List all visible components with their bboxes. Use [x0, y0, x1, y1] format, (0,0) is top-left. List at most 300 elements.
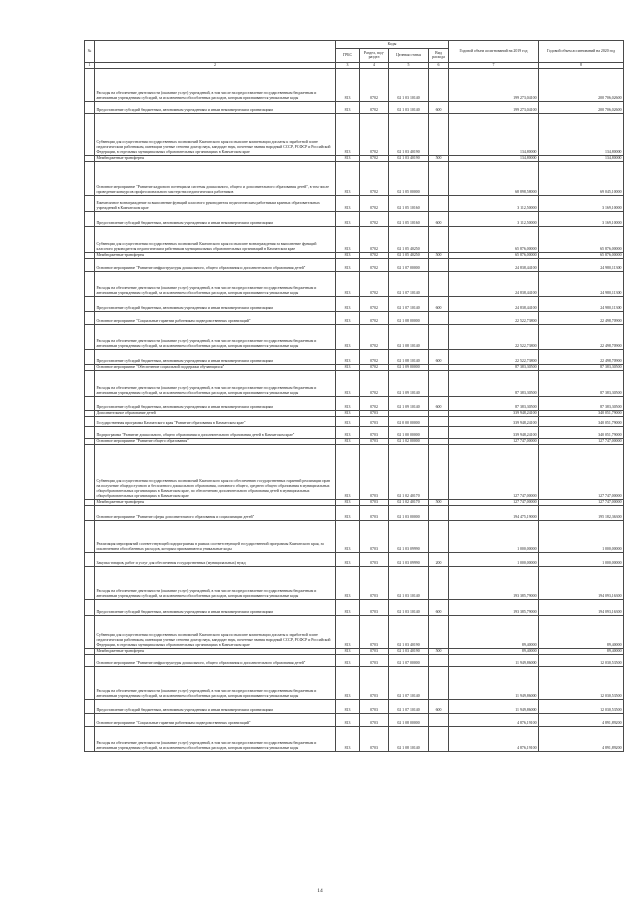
column-number: 7 — [449, 62, 539, 68]
row-index — [85, 68, 95, 101]
row-index — [85, 211, 95, 226]
table-row — [85, 311, 624, 324]
row-amount-2019: 24 838,44100 — [449, 296, 539, 311]
table-row — [85, 666, 624, 699]
row-amount-2019: 65 876,00000 — [449, 226, 539, 252]
row-index — [85, 426, 95, 438]
row-expense-type — [429, 444, 449, 499]
row-index — [85, 101, 95, 113]
row-target-article: 02 1 03 00000 — [389, 505, 429, 520]
row-amount-2020: 22 498,70900 — [539, 324, 624, 349]
row-index — [85, 566, 95, 599]
row-amount-2020: 4 891,89200 — [539, 713, 624, 726]
row-expense-type — [429, 113, 449, 155]
row-section: 0703 — [360, 713, 389, 726]
row-target-article: 02 1 05 10160 — [389, 211, 429, 226]
row-amount-2020: 195 182,36300 — [539, 505, 624, 520]
table-row — [85, 599, 624, 615]
row-amount-2019: 339 948,24100 — [449, 426, 539, 438]
row-target-article: 02 1 03 40190 — [389, 615, 429, 648]
row-grbs: 813 — [336, 726, 360, 751]
row-name: Дополнительное образование детей — [95, 410, 336, 416]
table-row — [85, 520, 624, 552]
row-name: Расходы на обеспечение деятельности (оказание услуг) учреждений, в том числе на предоставление государственным бюджетным и автономным учреждениям субсидий, за исключением обособленных расходов, которым присваиваются уникальные коды — [95, 271, 336, 296]
row-expense-type — [429, 370, 449, 396]
table-row — [85, 349, 624, 364]
row-amount-2019: 87 383,30500 — [449, 370, 539, 396]
row-name: Межбюджетные трансферты — [95, 648, 336, 654]
row-section: 0703 — [360, 648, 389, 654]
row-section: 0703 — [360, 726, 389, 751]
row-amount-2020: 340 051,79000 — [539, 410, 624, 416]
row-expense-type: 600 — [429, 101, 449, 113]
row-expense-type — [429, 615, 449, 648]
row-grbs: 813 — [336, 654, 360, 666]
row-amount-2019: 11 949,86000 — [449, 654, 539, 666]
row-expense-type: 500 — [429, 252, 449, 258]
row-expense-type — [429, 258, 449, 271]
row-target-article: 02 1 08 10140 — [389, 349, 429, 364]
row-target-article: 02 1 08 10140 — [389, 324, 429, 349]
header-expense-type: Вид расхода — [429, 48, 449, 62]
row-index — [85, 311, 95, 324]
row-index — [85, 713, 95, 726]
column-number: 1 — [85, 62, 95, 68]
row-section: 0703 — [360, 499, 389, 505]
row-expense-type — [429, 161, 449, 195]
row-section: 0702 — [360, 68, 389, 101]
row-section: 0703 — [360, 426, 389, 438]
row-amount-2019: 3 112,50000 — [449, 195, 539, 211]
row-amount-2019: 87 383,30500 — [449, 396, 539, 410]
row-index — [85, 195, 95, 211]
row-target-article: 02 1 03 10140 — [389, 101, 429, 113]
row-grbs: 813 — [336, 349, 360, 364]
row-grbs: 813 — [336, 252, 360, 258]
row-expense-type: 600 — [429, 599, 449, 615]
row-grbs: 813 — [336, 444, 360, 499]
table-row — [85, 654, 624, 666]
row-grbs: 813 — [336, 552, 360, 566]
row-expense-type — [429, 520, 449, 552]
row-expense-type: 600 — [429, 211, 449, 226]
column-number: 3 — [336, 62, 360, 68]
table-row — [85, 396, 624, 410]
row-index — [85, 271, 95, 296]
row-amount-2019: 22 522,73800 — [449, 324, 539, 349]
row-section: 0703 — [360, 438, 389, 444]
row-expense-type — [429, 566, 449, 599]
budget-allocation-table — [84, 40, 624, 752]
row-amount-2020: 200 706,02600 — [539, 68, 624, 101]
row-name: Основное мероприятие "Социальные гарантии работникам подведомственных организаций" — [95, 713, 336, 726]
row-amount-2019: 127 747,00000 — [449, 499, 539, 505]
column-number: 6 — [429, 62, 449, 68]
row-section: 0702 — [360, 370, 389, 396]
row-amount-2020: 24 980,11300 — [539, 258, 624, 271]
row-section: 0703 — [360, 599, 389, 615]
header-section: Раздел, под-раздел — [360, 48, 389, 62]
row-name: Государственная программа Камчатского края "Развитие образования в Камчатском крае" — [95, 416, 336, 426]
row-amount-2020: 65 876,00000 — [539, 226, 624, 252]
row-section: 0702 — [360, 211, 389, 226]
row-section: 0703 — [360, 666, 389, 699]
row-expense-type — [429, 195, 449, 211]
row-target-article: 02 1 05 00000 — [389, 161, 429, 195]
row-grbs: 813 — [336, 113, 360, 155]
row-expense-type: 500 — [429, 155, 449, 161]
row-name: Расходы на обеспечение деятельности (оказание услуг) учреждений, в том числе на предоставление государственным бюджетным и автономным учреждениям субсидий, за исключением обособленных расходов, которым присваиваются уникальные коды — [95, 370, 336, 396]
row-name: Предоставление субсидий бюджетным, автономным учреждениям и иным некоммерческим организациям — [95, 349, 336, 364]
row-name: Реализация мероприятий соответствующей подпрограммы в рамках соответствующей государственной программы Камчатского края, за исключением обособленных расходов, которым присваиваются уникальные коды — [95, 520, 336, 552]
table-row — [85, 161, 624, 195]
header-year-2019: Годовой объем ассигнований на 2019 год — [449, 41, 539, 63]
table-row — [85, 426, 624, 438]
row-name: Основное мероприятие "Социальные гарантии работникам подведомственных организаций" — [95, 311, 336, 324]
row-expense-type: 600 — [429, 296, 449, 311]
row-index — [85, 370, 95, 396]
row-expense-type — [429, 226, 449, 252]
row-target-article: 02 1 07 00000 — [389, 654, 429, 666]
row-amount-2019: 194 475,19000 — [449, 505, 539, 520]
row-index — [85, 296, 95, 311]
row-amount-2019: 68 898,58000 — [449, 161, 539, 195]
row-section: 0702 — [360, 364, 389, 370]
row-amount-2019: 24 838,44100 — [449, 271, 539, 296]
row-name: Субвенции для осуществления государственных полномочий Камчатского края по выплате компенсации доплаты к заработной плате педагогическим работникам, имеющим ученые степени доктор наук, кандидат наук, почетные звания народный СССР, РСФСР и Российской Федерации, в отдельных муниципальных образовательных организациях в Камчатском крае — [95, 615, 336, 648]
row-name: Основное мероприятие "Развитие общего образования" — [95, 438, 336, 444]
row-grbs: 813 — [336, 438, 360, 444]
row-grbs: 813 — [336, 211, 360, 226]
table-row — [85, 370, 624, 396]
row-target-article: 02 1 08 00000 — [389, 311, 429, 324]
row-amount-2020: 340 051,79000 — [539, 426, 624, 438]
table-row — [85, 699, 624, 713]
row-amount-2020: 134,80000 — [539, 113, 624, 155]
row-name: Субвенции для осуществления государственных полномочий Камчатского края по обеспечению государственных гарантий реализации прав на получение общедоступного и бесплатного дошкольного образования, основного общего, среднего общего образования в муниципальных общеобразовательных организациях в Камчатском крае, по обеспечению дополнительного образования детей в муниципальных общеобразовательных организациях в Камчатском крае — [95, 444, 336, 499]
row-name: Предоставление субсидий бюджетным, автономным учреждениям и иным некоммерческим организациям — [95, 396, 336, 410]
row-index — [85, 444, 95, 499]
row-expense-type: 500 — [429, 499, 449, 505]
table-row — [85, 615, 624, 648]
row-section: 0703 — [360, 444, 389, 499]
row-index — [85, 520, 95, 552]
row-section: 0702 — [360, 226, 389, 252]
row-target-article: 02 1 03 40190 — [389, 648, 429, 654]
row-amount-2020: 24 980,11300 — [539, 296, 624, 311]
row-amount-2019: 193 385,79000 — [449, 566, 539, 599]
row-amount-2019: 89,40000 — [449, 648, 539, 654]
row-index — [85, 699, 95, 713]
row-name: Основное мероприятие "Развитие кадрового потенциала системы дошкольного, общего и дополнительного образования детей", в том числе проведение конкурсов профессионального мастерства педагогических работников — [95, 161, 336, 195]
row-grbs: 813 — [336, 648, 360, 654]
row-section: 0703 — [360, 416, 389, 426]
row-expense-type — [429, 271, 449, 296]
row-section: 0702 — [360, 311, 389, 324]
row-amount-2020: 89,40000 — [539, 648, 624, 654]
row-name: Основное мероприятие "Обеспечение социальной поддержки обучающихся" — [95, 364, 336, 370]
row-name: Расходы на обеспечение деятельности (оказание услуг) учреждений, в том числе на предоставление государственным бюджетным и автономным учреждениям субсидий, за исключением обособленных расходов, которым присваиваются уникальные коды — [95, 566, 336, 599]
row-expense-type — [429, 68, 449, 101]
row-target-article: 02 1 07 10140 — [389, 666, 429, 699]
row-index — [85, 226, 95, 252]
table-row — [85, 324, 624, 349]
column-number: 5 — [389, 62, 429, 68]
header-codes: Коды — [336, 41, 449, 49]
row-grbs: 813 — [336, 311, 360, 324]
row-grbs: 813 — [336, 505, 360, 520]
table-row — [85, 505, 624, 520]
row-amount-2020: 22 498,70900 — [539, 349, 624, 364]
row-grbs: 813 — [336, 713, 360, 726]
row-section: 0703 — [360, 654, 389, 666]
row-name: Основное мероприятие "Развитие инфраструктуры дошкольного, общего образования и дополнительного образования детей" — [95, 258, 336, 271]
row-target-article: 02 1 07 10140 — [389, 296, 429, 311]
table-row — [85, 101, 624, 113]
row-amount-2019: 339 948,24100 — [449, 410, 539, 416]
row-amount-2019: 3 112,50000 — [449, 211, 539, 226]
row-amount-2020: 200 706,02600 — [539, 101, 624, 113]
row-name: Предоставление субсидий бюджетным, автономным учреждениям и иным некоммерческим организациям — [95, 699, 336, 713]
row-target-article: 02 1 00 00000 — [389, 426, 429, 438]
row-section: 0703 — [360, 520, 389, 552]
row-name: Расходы на обеспечение деятельности (оказание услуг) учреждений, в том числе на предоставление государственным бюджетным и автономным учреждениям субсидий, за исключением обособленных расходов, которым присваиваются уникальные коды — [95, 666, 336, 699]
row-target-article: 02 1 03 40190 — [389, 113, 429, 155]
row-section: 0703 — [360, 615, 389, 648]
table-row — [85, 416, 624, 426]
row-amount-2020: 127 747,00000 — [539, 438, 624, 444]
row-section: 0702 — [360, 258, 389, 271]
row-expense-type — [429, 713, 449, 726]
row-expense-type — [429, 726, 449, 751]
row-expense-type: 600 — [429, 396, 449, 410]
row-name: Предоставление субсидий бюджетным, автономным учреждениям и иным некоммерческим организациям — [95, 211, 336, 226]
row-section: 0703 — [360, 699, 389, 713]
row-target-article: 02 1 07 10140 — [389, 699, 429, 713]
row-amount-2019: 1 000,00000 — [449, 520, 539, 552]
row-expense-type — [429, 324, 449, 349]
table-row — [85, 552, 624, 566]
row-target-article: 02 1 03 10140 — [389, 599, 429, 615]
row-expense-type: 600 — [429, 699, 449, 713]
row-target-article: 02 1 09 10140 — [389, 396, 429, 410]
row-amount-2020: 3 169,10000 — [539, 211, 624, 226]
row-grbs: 813 — [336, 520, 360, 552]
row-expense-type — [429, 666, 449, 699]
row-amount-2020: 4 891,89200 — [539, 726, 624, 751]
row-section: 0702 — [360, 296, 389, 311]
table-row — [85, 258, 624, 271]
row-amount-2019: 24 838,44100 — [449, 258, 539, 271]
row-name: Предоставление субсидий бюджетным, автономным учреждениям и иным некоммерческим организациям — [95, 296, 336, 311]
table-row — [85, 296, 624, 311]
row-amount-2020: 87 383,30500 — [539, 370, 624, 396]
row-amount-2019: 1 000,00000 — [449, 552, 539, 566]
row-index — [85, 726, 95, 751]
row-grbs: 813 — [336, 699, 360, 713]
row-name: Предоставление субсидий бюджетным, автономным учреждениям и иным некоммерческим организациям — [95, 101, 336, 113]
row-amount-2019: 193 385,79000 — [449, 599, 539, 615]
row-section: 0702 — [360, 195, 389, 211]
row-name: Основное мероприятие "Развитие инфраструктуры дошкольного, общего образования и дополнительного образования детей" — [95, 654, 336, 666]
table-row — [85, 726, 624, 751]
row-amount-2020: 24 980,11300 — [539, 271, 624, 296]
row-name: Межбюджетные трансферты — [95, 499, 336, 505]
row-amount-2019: 65 876,00000 — [449, 252, 539, 258]
row-grbs: 813 — [336, 396, 360, 410]
table-body — [85, 68, 624, 751]
row-section: 0702 — [360, 252, 389, 258]
column-number: 4 — [360, 62, 389, 68]
row-expense-type — [429, 426, 449, 438]
row-grbs: 813 — [336, 615, 360, 648]
table-row — [85, 195, 624, 211]
row-index — [85, 324, 95, 349]
row-expense-type — [429, 416, 449, 426]
row-amount-2020: 87 383,30500 — [539, 396, 624, 410]
row-expense-type: 200 — [429, 552, 449, 566]
row-amount-2020: 340 051,79000 — [539, 416, 624, 426]
row-section: 0702 — [360, 349, 389, 364]
row-target-article: 02 1 02 40170 — [389, 444, 429, 499]
column-number: 8 — [539, 62, 624, 68]
row-amount-2020: 134,80000 — [539, 155, 624, 161]
row-name: Подпрограмма "Развитие дошкольного, общего образования и дополнительного образования детей в Камчатском крае" — [95, 426, 336, 438]
row-section: 0702 — [360, 161, 389, 195]
row-amount-2020: 194 093,16300 — [539, 599, 624, 615]
row-section: 0703 — [360, 505, 389, 520]
row-amount-2019: 127 747,00000 — [449, 438, 539, 444]
row-section: 0702 — [360, 113, 389, 155]
row-target-article: 02 1 09 00000 — [389, 364, 429, 370]
row-target-article: 02 1 08 00000 — [389, 713, 429, 726]
row-amount-2020: 89,40000 — [539, 615, 624, 648]
row-grbs: 813 — [336, 499, 360, 505]
row-grbs: 813 — [336, 364, 360, 370]
row-expense-type — [429, 505, 449, 520]
row-target-article: 02 1 07 10140 — [389, 271, 429, 296]
row-name: Субвенции для осуществления государственных полномочий Камчатского края по выплате вознаграждения за выполнение функций классного руководителя педагогическим работникам муниципальных образовательных организаций в Камчатском крае — [95, 226, 336, 252]
row-grbs: 813 — [336, 410, 360, 416]
row-grbs: 813 — [336, 296, 360, 311]
row-amount-2019: 134,80000 — [449, 155, 539, 161]
table-row — [85, 444, 624, 499]
table-row — [85, 271, 624, 296]
row-name: Закупка товаров, работ и услуг для обеспечения государственных (муниципальных) нужд — [95, 552, 336, 566]
row-index — [85, 615, 95, 648]
row-expense-type: 500 — [429, 648, 449, 654]
row-name: Межбюджетные трансферты — [95, 155, 336, 161]
row-amount-2019: 4 876,19100 — [449, 713, 539, 726]
row-index — [85, 599, 95, 615]
row-target-article: 02 1 07 00000 — [389, 258, 429, 271]
row-grbs: 813 — [336, 101, 360, 113]
table-row — [85, 211, 624, 226]
row-section: 0703 — [360, 566, 389, 599]
row-index — [85, 396, 95, 410]
row-index — [85, 416, 95, 426]
row-index — [85, 552, 95, 566]
row-section: 0702 — [360, 155, 389, 161]
row-target-article: 02 1 05 40250 — [389, 252, 429, 258]
row-index — [85, 113, 95, 155]
row-section: 0702 — [360, 271, 389, 296]
row-amount-2019: 11 949,86000 — [449, 699, 539, 713]
row-amount-2019: 22 522,73800 — [449, 311, 539, 324]
row-amount-2020: 65 876,00000 — [539, 252, 624, 258]
header-number: № — [85, 41, 95, 63]
row-amount-2020: 194 093,16300 — [539, 566, 624, 599]
row-grbs: 813 — [336, 416, 360, 426]
row-index — [85, 654, 95, 666]
row-index — [85, 258, 95, 271]
row-amount-2019: 127 747,00000 — [449, 444, 539, 499]
row-grbs: 813 — [336, 155, 360, 161]
row-amount-2020: 127 747,00000 — [539, 499, 624, 505]
row-section: 0702 — [360, 324, 389, 349]
row-grbs: 813 — [336, 195, 360, 211]
row-amount-2020: 12 030,53500 — [539, 699, 624, 713]
row-grbs: 813 — [336, 426, 360, 438]
row-amount-2020: 69 045,10000 — [539, 161, 624, 195]
row-target-article: 02 1 03 40190 — [389, 155, 429, 161]
row-name: Ежемесячное вознаграждение за выполнение функций классного руководителя педагогическим работникам краевых образовательных учреждений в Камчатском крае — [95, 195, 336, 211]
row-target-article: 02 1 05 40250 — [389, 226, 429, 252]
row-grbs: 813 — [336, 161, 360, 195]
table-row — [85, 113, 624, 155]
row-name: Основное мероприятие "Развитие сферы дополнительного образования и социализации детей" — [95, 505, 336, 520]
page-number: 14 — [317, 888, 323, 894]
table-row — [85, 226, 624, 252]
row-section: 0702 — [360, 396, 389, 410]
row-grbs: 813 — [336, 68, 360, 101]
row-section: 0703 — [360, 552, 389, 566]
row-target-article: 02 0 00 00000 — [389, 416, 429, 426]
row-amount-2020: 22 498,70900 — [539, 311, 624, 324]
row-amount-2019: 11 949,86000 — [449, 666, 539, 699]
row-target-article: 02 1 02 00000 — [389, 438, 429, 444]
row-amount-2019: 339 948,24100 — [449, 416, 539, 426]
row-expense-type — [429, 654, 449, 666]
row-amount-2019: 134,80000 — [449, 113, 539, 155]
row-index — [85, 505, 95, 520]
row-amount-2019: 89,40000 — [449, 615, 539, 648]
row-target-article: 02 1 02 40170 — [389, 499, 429, 505]
row-name: Субвенции для осуществления государственных полномочий Камчатского края по выплате компенсации доплаты к заработной плате педагогическим работникам, имеющим ученые степени доктор наук, кандидат наук, почетные звания народный СССР, РСФСР и Российской Федерации, в отдельных муниципальных образовательных организациях в Камчатском крае — [95, 113, 336, 155]
row-name: Межбюджетные трансферты — [95, 252, 336, 258]
row-grbs: 813 — [336, 666, 360, 699]
row-amount-2020: 12 030,53500 — [539, 654, 624, 666]
row-amount-2020: 87 383,30500 — [539, 364, 624, 370]
row-grbs: 813 — [336, 226, 360, 252]
header-target-article: Целевая статья — [389, 48, 429, 62]
row-target-article: 02 1 03 09990 — [389, 520, 429, 552]
row-grbs: 813 — [336, 324, 360, 349]
header-year-2020: Годовой объем ассигнований на 2020 год — [539, 41, 624, 63]
row-section: 0702 — [360, 101, 389, 113]
row-name: Расходы на обеспечение деятельности (оказание услуг) учреждений, в том числе на предоставление государственным бюджетным и автономным учреждениям субсидий, за исключением обособленных расходов, которым присваиваются уникальные коды — [95, 324, 336, 349]
row-index — [85, 666, 95, 699]
row-amount-2019: 4 876,19100 — [449, 726, 539, 751]
table-row — [85, 713, 624, 726]
row-amount-2020: 12 030,53500 — [539, 666, 624, 699]
row-expense-type — [429, 311, 449, 324]
row-target-article: 02 1 05 10160 — [389, 195, 429, 211]
row-amount-2019: 199 273,04100 — [449, 68, 539, 101]
row-grbs: 813 — [336, 370, 360, 396]
row-name: Расходы на обеспечение деятельности (оказание услуг) учреждений, в том числе на предоставление государственным бюджетным и автономным учреждениям субсидий, за исключением обособленных расходов, которым присваиваются уникальные коды — [95, 68, 336, 101]
row-amount-2020: 127 747,00000 — [539, 444, 624, 499]
